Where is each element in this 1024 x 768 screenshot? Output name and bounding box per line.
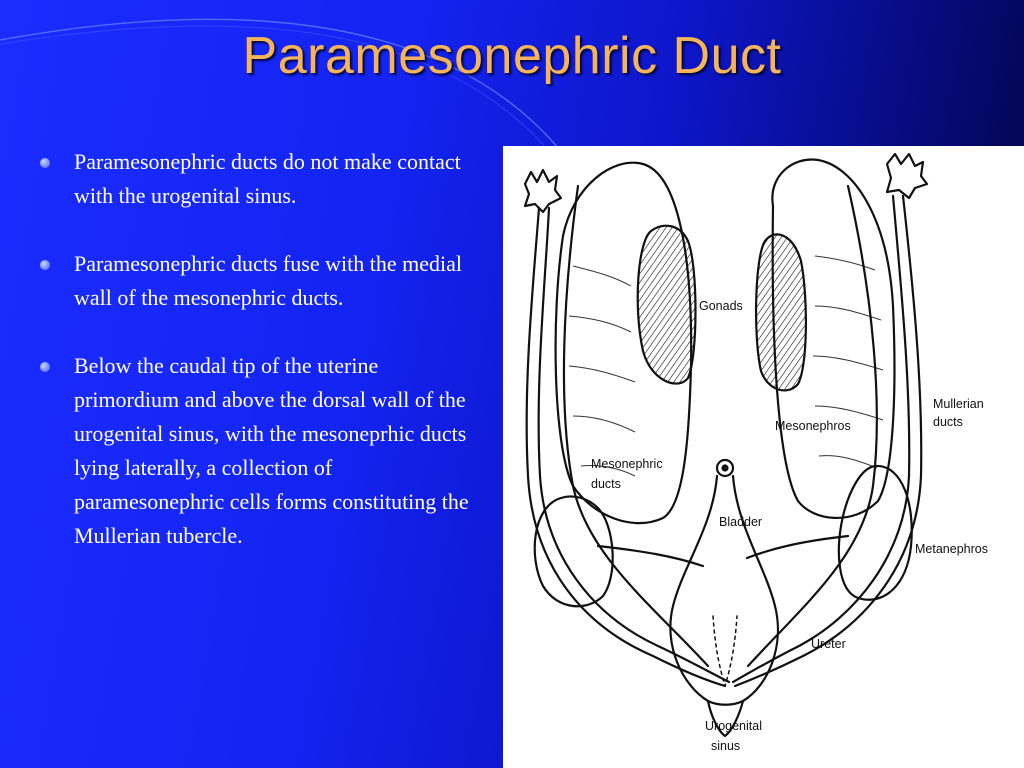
slide-title: Paramesonephric Duct (242, 27, 782, 85)
label-bladder: Bladder (719, 515, 763, 529)
bullet-text: Below the caudal tip of the uterine primordium and above the dorsal wall of the urogenital sinus, with the mesoneprhic ducts lying laterally, a collection of paramesonephric cells forms constituting the Mullerian tubercle. (74, 353, 469, 548)
metanephros-right (839, 466, 912, 600)
gonad-right (756, 234, 806, 390)
fimbria-right (887, 154, 927, 198)
ureter-right (747, 536, 848, 558)
bullet-dot-icon (40, 362, 50, 372)
anatomy-diagram (503, 146, 1024, 768)
bullet-list (38, 145, 478, 587)
label-mesonephros: Mesonephros (775, 419, 851, 433)
label-gonads: Gonads (699, 299, 743, 313)
bullet-text: Paramesonephric ducts fuse with the medial wall of the mesonephric ducts. (74, 251, 462, 310)
label-mullerian-2: ducts (933, 415, 963, 429)
bullet-item (38, 247, 478, 315)
anatomy-drawing (503, 146, 1024, 768)
bladder-outline (670, 476, 778, 705)
label-metanephros: Metanephros (915, 542, 988, 556)
label-urogenital-2: sinus (711, 739, 741, 753)
gonad-left (638, 226, 696, 384)
label-mesonephric-1: Mesonephric (591, 457, 663, 471)
bullet-text: Paramesonephric ducts do not make contact with the urogenital sinus. (74, 149, 461, 208)
label-urogenital-1: Urogenital (705, 719, 762, 733)
bullet-dot-icon (40, 260, 50, 270)
fimbria-left (525, 170, 561, 212)
label-ureter: Ureter (811, 637, 846, 651)
mesonephric-tubules (569, 256, 883, 476)
label-mesonephric-2: ducts (591, 477, 621, 491)
label-mullerian-1: Mullerian (933, 397, 984, 411)
bullet-item (38, 145, 478, 213)
bullet-item (38, 349, 478, 553)
bullet-dot-icon (40, 158, 50, 168)
